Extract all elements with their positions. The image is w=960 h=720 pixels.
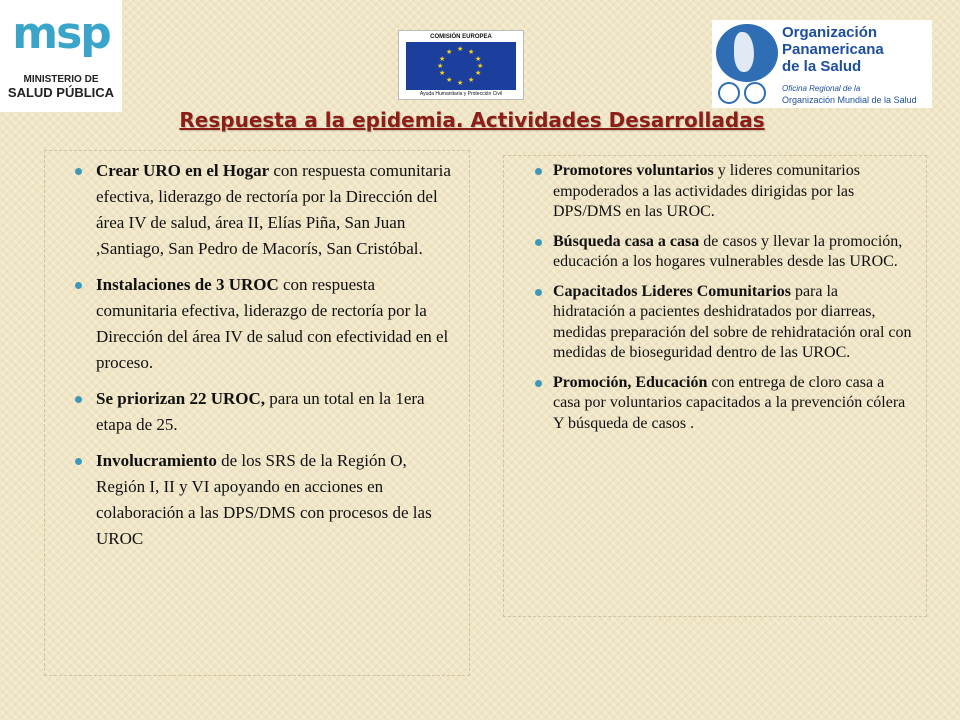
who-seal-icon: [744, 82, 766, 104]
list-item: [45, 158, 469, 262]
list-item: [504, 161, 926, 223]
item-lead: Instalaciones de 3 UROC: [96, 275, 279, 294]
ops-logo-name: [782, 24, 884, 75]
item-lead: Promoción, Educación: [553, 373, 708, 391]
item-text: para un total en la 1era etapa de 25.: [96, 389, 425, 434]
item-lead: Búsqueda casa a casa: [553, 232, 700, 250]
left-content-panel: [44, 150, 470, 676]
bullet-dot-icon: [535, 380, 542, 387]
msp-logo-mark: msp: [12, 8, 110, 59]
item-text: de casos y llevar la promoción, educación a los hogares vulnerables desde las UROC.: [553, 232, 903, 270]
left-bullet-list: [45, 151, 469, 552]
list-item: [504, 282, 926, 364]
item-text: con respuesta comunitaria efectiva, liderazgo de rectoría por la Dirección del área IV de salud con efectividad en el proceso.: [96, 275, 449, 372]
eu-logo: [398, 30, 524, 100]
item-lead: Crear URO en el Hogar: [96, 161, 270, 180]
bullet-dot-icon: [535, 239, 542, 246]
slide-title: Respuesta a la epidemia. Actividades Desarrolladas: [179, 108, 765, 132]
item-text: y lideres comunitarios empoderados a las actividades dirigidas por las DPS/DMS en las UROC.: [553, 162, 860, 220]
ops-name-line2: Panamericana: [782, 41, 884, 58]
right-content-panel: [503, 155, 927, 617]
bullet-dot-icon: [75, 458, 82, 465]
ops-name-line3: de la Salud: [782, 58, 862, 75]
ops-logo: [712, 20, 932, 108]
bullet-dot-icon: [75, 282, 82, 289]
bullet-dot-icon: [75, 396, 82, 403]
list-item: [45, 272, 469, 376]
item-text: para la hidratación a pacientes deshidratados por diarreas, medidas preparación del sobre de rehidratación oral con medidas de bioseguridad dentro de las UROC.: [553, 282, 912, 361]
eu-logo-top: COMISIÓN EUROPEA: [430, 34, 492, 40]
list-item: [45, 386, 469, 438]
right-bullet-list: [504, 156, 926, 434]
item-lead: Se priorizan 22 UROC,: [96, 389, 266, 408]
bullet-dot-icon: [535, 289, 542, 296]
item-lead: Involucramiento: [96, 451, 217, 470]
list-item: [45, 448, 469, 552]
item-lead: Promotores voluntarios: [553, 162, 714, 179]
list-item: [504, 373, 926, 435]
bullet-dot-icon: [75, 168, 82, 175]
msp-logo-line1: MINISTERIO DE: [23, 74, 99, 85]
americas-globe-icon: [716, 24, 778, 82]
ops-sub-line1: Oficina Regional de la: [782, 84, 861, 93]
item-text: con entrega de cloro casa a casa por voluntarios capacitados a la prevención cólera Y búsqueda de casos .: [553, 373, 906, 432]
list-item: [504, 232, 926, 273]
item-text: de los SRS de la Región O, Región I, II y VI apoyando en acciones en colaboración a las DPS/DMS con procesos de las UROC: [96, 451, 432, 548]
ops-name-line1: Organización: [782, 24, 878, 41]
msp-logo: [0, 0, 122, 112]
paho-seal-icon: [718, 82, 740, 104]
item-lead: Capacitados Lideres Comunitarios: [553, 282, 791, 300]
ops-sub-line2: Organización Mundial de la Salud: [782, 95, 917, 105]
msp-logo-line2: SALUD PÚBLICA: [7, 85, 115, 100]
eu-flag-icon: ★ ★ ★ ★ ★ ★ ★ ★ ★ ★ ★ ★: [406, 42, 516, 90]
item-text: con respuesta comunitaria efectiva, liderazgo de rectoría por la Dirección del área IV de salud, área II, Elías Piña, San Juan ,Santiago, San Pedro de Macorís, San Cristóbal.: [96, 161, 451, 258]
eu-logo-bottom: Ayuda Humanitaria y Protección Civil: [419, 91, 503, 97]
bullet-dot-icon: [535, 168, 542, 175]
